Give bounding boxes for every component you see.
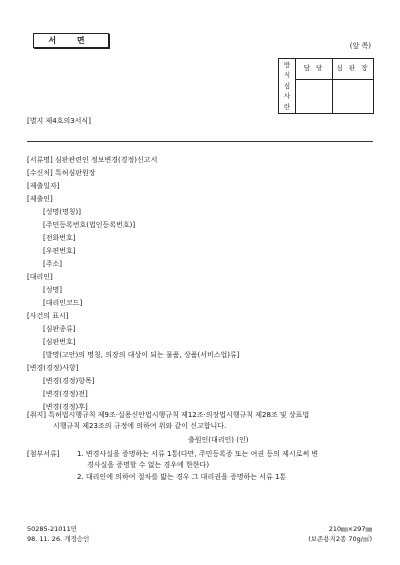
footer-paper-size: 210㎜×297㎜ xyxy=(328,525,372,533)
field-agent-name[interactable]: [성명] xyxy=(43,286,62,294)
footer-paper-type: (보존용지2종 70g/㎡) xyxy=(308,535,372,543)
field-case: [사건의 표시] xyxy=(27,312,69,320)
field-change-before[interactable]: [변경(경정)전] xyxy=(43,390,88,398)
attachment-item-2: 2. 대리인에 의하여 절차를 밟는 경우 그 대리권을 증명하는 서류 1통 xyxy=(77,473,287,481)
form-title-badge: 서 면 xyxy=(33,33,109,48)
footer-approval-date: 98. 11. 26. 개정승인 xyxy=(27,535,90,543)
field-recipient: [수신처] 특허심판원장 xyxy=(27,169,96,177)
field-trial-type[interactable]: [심판종류] xyxy=(43,325,76,333)
section-divider xyxy=(27,141,373,142)
field-submit-date[interactable]: [제출일자] xyxy=(27,182,60,190)
field-postcode[interactable]: [우편번호] xyxy=(43,247,76,255)
review-officer-stamp[interactable] xyxy=(296,80,333,114)
review-col-chief-judge: 심 판 장 xyxy=(333,59,374,80)
field-agent-code[interactable]: [대리인코드] xyxy=(43,299,83,307)
field-trial-no[interactable]: [심판번호] xyxy=(43,338,76,346)
field-name[interactable]: [성명(명칭)] xyxy=(43,208,81,216)
attachment-item-1-cont: 경사실을 증명할 수 없는 경우에 한한다) xyxy=(87,461,210,469)
field-doc-name: [서류명] 심판관련인 정보변경(경정)신고서 xyxy=(27,156,158,164)
field-reg-no[interactable]: [주민등록번호(법인등록번호)] xyxy=(43,221,136,229)
page-side-note: (앞 쪽) xyxy=(349,42,371,50)
field-change-after[interactable]: [변경(경정)후] xyxy=(43,403,88,411)
attachments-label: [첨부서류] xyxy=(27,450,60,458)
field-invention[interactable]: [발명(고안)의 명칭, 의장의 대상이 되는 물품, 상품(서비스업)류] xyxy=(43,351,240,359)
field-change-items: [변경(경정)사항] xyxy=(27,364,79,372)
review-chief-judge-stamp[interactable] xyxy=(333,80,374,114)
form-id: [별지 제4호의3서식] xyxy=(27,117,91,125)
review-side-label: 방 식 심 사 란 xyxy=(279,59,296,114)
purpose-line-2: 시행규칙 제23조의 규정에 의하여 위와 같이 신고합니다. xyxy=(53,422,227,430)
field-submitter: [제출인] xyxy=(27,195,53,203)
review-box xyxy=(278,58,374,114)
applicant-signature[interactable]: 출원인(대리인) (인) xyxy=(188,436,249,444)
review-col-officer: 담 당 xyxy=(296,59,333,80)
purpose-line-1: [취지] 특허법시행규칙 제9조·실용신안법시행규칙 제12조·의장법시행규칙 제28조 및 상표법 xyxy=(27,411,310,419)
field-change-target[interactable]: [변경(경정)항목] xyxy=(43,377,95,385)
field-address[interactable]: [주소] xyxy=(43,260,62,268)
field-phone[interactable]: [전화번호] xyxy=(43,234,76,242)
attachment-item-1: 1. 변경사실을 증명하는 서류 1통(다만, 주민등록증 또는 여권 등의 제시로써 변 xyxy=(77,450,319,458)
footer-form-code: 50285-21011민 xyxy=(27,525,77,533)
field-agent: [대리인] xyxy=(27,273,53,281)
